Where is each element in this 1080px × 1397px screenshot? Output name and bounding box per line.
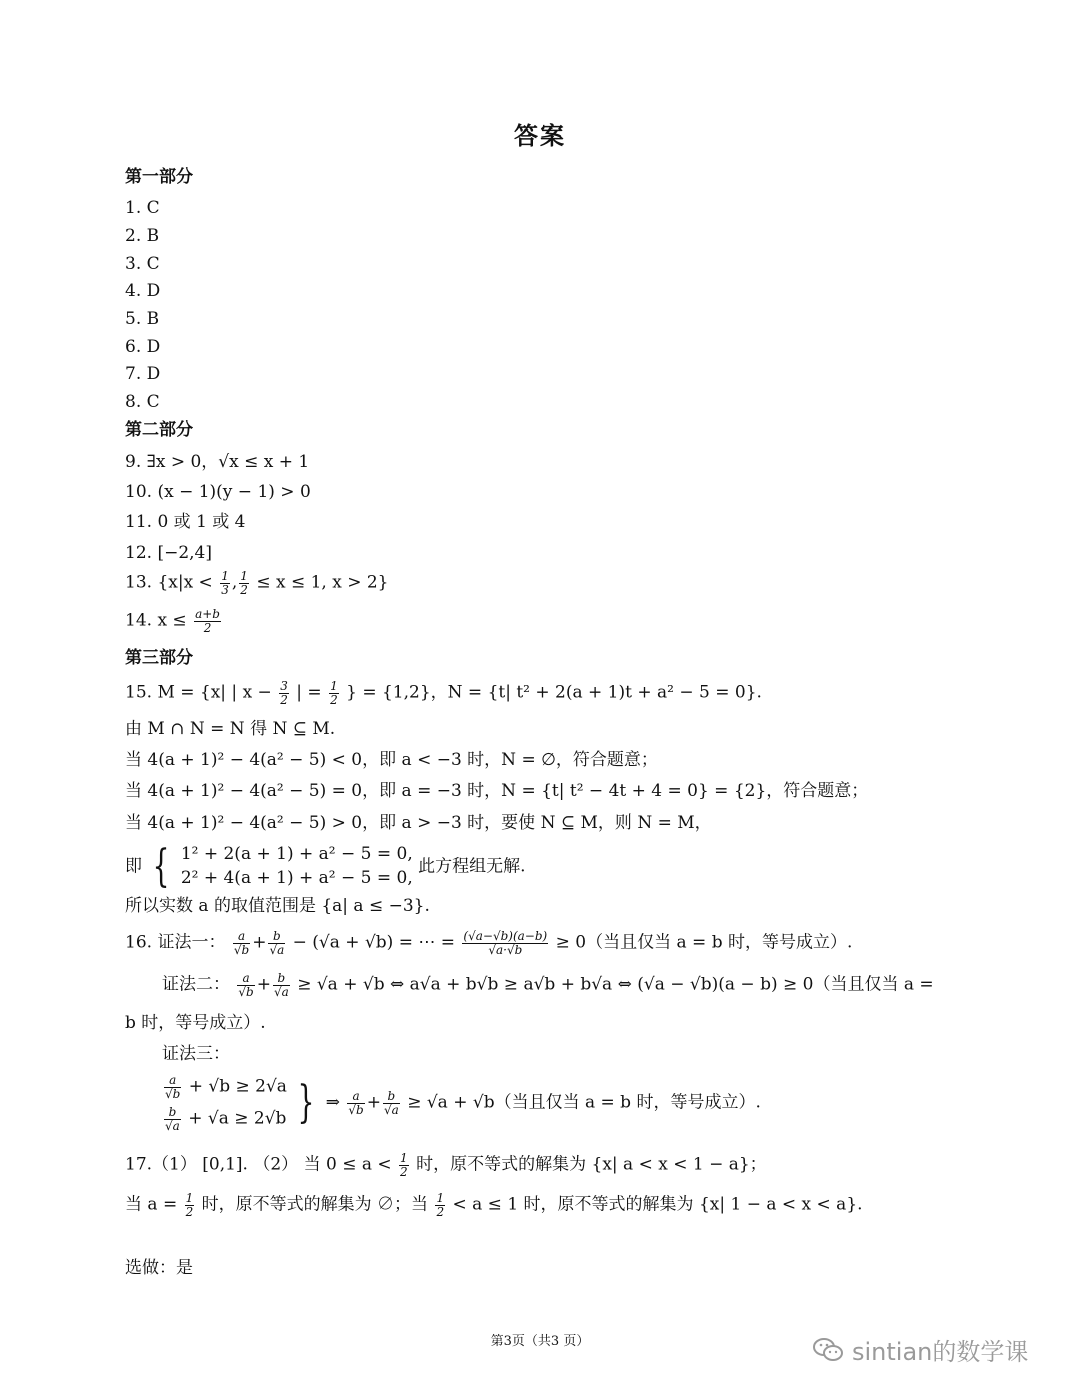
optional-note: 选做：是 — [125, 1258, 193, 1278]
answer-17-line-2: 当 a = $\frac{1}{2}$ 时，原不等式的解集为 ∅；当 $\frac{1}{2}$ < a ≤ 1 时，原不等式的解集为 {x| 1 − a < x < a}. — [125, 1191, 863, 1219]
fraction: $\frac{1}{3}$ — [221, 569, 229, 597]
answer-15-line-3: 当 4(a + 1)² − 4(a² − 5) < 0，即 a < −3 时，N = ∅，符合题意； — [125, 750, 658, 770]
answer-3: 3. C — [125, 254, 160, 274]
right-brace-icon: { — [297, 1077, 315, 1129]
watermark — [812, 1332, 1028, 1367]
section-heading-2: 第二部分 — [125, 420, 193, 440]
fraction: $\frac{(√a-√b)(a-b)}{√a\cdot√b}$ — [463, 929, 548, 957]
inequality-system: $\frac{a}{√b}$ + √b ≥ 2√a $\frac{b}{√a}$ + √a ≥ 2√b — [165, 1073, 287, 1133]
answer-17-line-1: 17.（1） [0,1]. （2） 当 0 ≤ a < $\frac{1}{2}$ 时，原不等式的解集为 {x| a < x < 1 − a}； — [125, 1151, 767, 1179]
answer-2: 2. B — [125, 226, 160, 246]
fraction: $\frac{a}{√b}$ — [238, 971, 254, 999]
answer-6: 6. D — [125, 337, 161, 357]
answer-5: 5. B — [125, 309, 160, 329]
answer-12: 12. [−2,4] — [125, 543, 212, 563]
fraction: $\frac{b}{√a}$ — [269, 929, 285, 957]
answer-16-proof-3: $\frac{a}{√b}$ + √b ≥ 2√a $\frac{b}{√a}$ + √a ≥ 2√b { ⇒ $\frac{a}{√b}$ + $\frac{b}{√a}$ ≥ √a + √b（当且仅当 a = b 时，等号成立）. — [162, 1074, 761, 1132]
answer-13-suffix: ≤ x ≤ 1, x > 2} — [256, 572, 389, 593]
answer-15-line-1: 15. M = {x| | x − $\frac{3}{2}$ | = $\frac{1}{2}$ } = {1,2}，N = {t| t² + 2(a + 1)t + a² − 5 = 0}. — [125, 679, 762, 707]
answer-15-line-2: 由 M ∩ N = N 得 N ⊆ M. — [125, 719, 336, 739]
answer-16-line-1: 16. 证法一： $\frac{a}{√b}$ + $\frac{b}{√a}$ − (√a + √b) = ⋯ = $\frac{(√a-√b)(a-b)}{√a\cdot√b}$ ≥ 0（当且仅当 a = b 时，等号成立）. — [125, 929, 853, 957]
watermark-text: sintian的数学课 — [852, 1338, 1029, 1366]
fraction: $\frac{b}{√a}$ — [165, 1105, 180, 1133]
answer-16-line-2: 证法二： $\frac{a}{√b}$ + $\frac{b}{√a}$ ≥ √a + √b ⇔ a√a + b√b ≥ a√b + b√a ⇔ (√a − √b)(a − b) ≥ 0（当且仅当 a = — [162, 971, 934, 999]
fraction: $\frac{1}{2}$ — [185, 1191, 194, 1219]
answer-11: 11. 0 或 1 或 4 — [125, 512, 246, 532]
section-heading-3: 第三部分 — [125, 648, 193, 668]
fraction: $\frac{a}{√b}$ — [165, 1073, 181, 1101]
answer-4: 4. D — [125, 281, 161, 301]
answer-1: 1. C — [125, 198, 160, 218]
answer-15-line-4: 当 4(a + 1)² − 4(a² − 5) = 0，即 a = −3 时，N = {t| t² − 4t + 4 = 0} = {2}，符合题意； — [125, 781, 869, 801]
answer-15-line-7: 所以实数 a 的取值范围是 {a| a ≤ −3}. — [125, 896, 430, 916]
fraction: $\frac{a+b}{2}$ — [195, 607, 220, 635]
equation-system: 1² + 2(a + 1) + a² − 5 = 0, 2² + 4(a + 1) + a² − 5 = 0, — [180, 844, 413, 888]
fraction: $\frac{1}{2}$ — [436, 1191, 445, 1219]
answer-7: 7. D — [125, 364, 161, 384]
answer-15-line-6: 即 { 1² + 2(a + 1) + a² − 5 = 0, 2² + 4(a + 1) + a² − 5 = 0, 此方程组无解. — [125, 841, 526, 892]
fraction: $\frac{1}{2}$ — [400, 1151, 408, 1179]
left-brace-icon: { — [153, 841, 170, 892]
answer-13: 13. {x|x < $\frac{1}{3}$ , $\frac{1}{2}$ ≤ x ≤ 1, x > 2} — [125, 569, 389, 597]
answer-10: 10. (x − 1)(y − 1) > 0 — [125, 482, 311, 502]
answer-14: 14. x ≤ $\frac{a+b}{2}$ — [125, 607, 220, 635]
page-footer: 第3页（共3 页） — [490, 1334, 590, 1349]
answer-9: 9. ∃x > 0，√x ≤ x + 1 — [125, 452, 310, 472]
section-heading-1: 第一部分 — [125, 167, 193, 187]
fraction: $\frac{b}{√a}$ — [273, 971, 289, 999]
fraction: $\frac{1}{2}$ — [240, 569, 248, 597]
fraction: $\frac{a}{√b}$ — [233, 929, 250, 957]
answer-16-line-3: b 时，等号成立）. — [125, 1013, 266, 1033]
answer-13-prefix: 13. {x|x < — [125, 572, 213, 593]
fraction: $\frac{1}{2}$ — [330, 679, 338, 707]
fraction: $\frac{3}{2}$ — [280, 679, 288, 707]
answer-15-line-5: 当 4(a + 1)² − 4(a² − 5) > 0，即 a > −3 时，要使 N ⊆ M，则 N = M， — [125, 813, 712, 833]
fraction: $\frac{b}{√a}$ — [383, 1089, 399, 1117]
fraction: $\frac{a}{√b}$ — [348, 1089, 364, 1117]
page-title: 答案 — [514, 121, 566, 150]
answer-16-line-4: 证法三： — [162, 1044, 230, 1064]
wechat-icon — [812, 1337, 844, 1363]
answer-8: 8. C — [125, 392, 160, 412]
